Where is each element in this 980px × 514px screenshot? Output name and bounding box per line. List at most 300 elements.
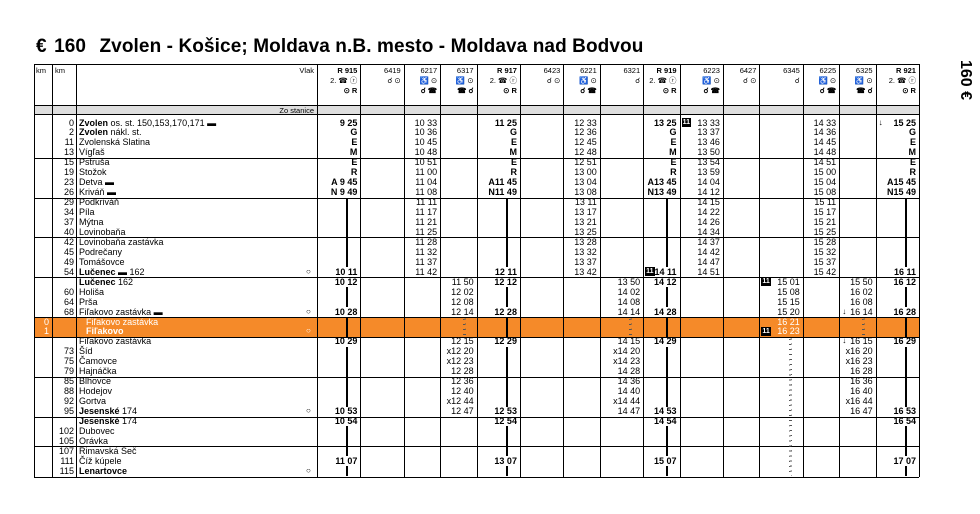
departure-time: 13 04 <box>574 177 597 188</box>
train-services: ☌ ☎ <box>819 86 837 95</box>
departure-time: 13 25 <box>574 226 597 237</box>
station-km-b: 19 <box>63 167 74 178</box>
departure-time: 17 07 <box>893 455 916 466</box>
departure-time: 14 22 <box>697 207 720 218</box>
departure-time: 16 28 <box>850 366 873 377</box>
station-km-b: 0 <box>68 117 74 128</box>
km-header: km <box>36 66 46 75</box>
column-rule <box>76 64 77 477</box>
station-note: 162 <box>115 276 134 287</box>
train-number: 6321 <box>623 66 641 75</box>
departure-time: 15 08 <box>813 187 837 198</box>
station-km-b: 49 <box>63 256 74 267</box>
rule-bottom <box>34 477 919 478</box>
departure-time: 12 51 <box>574 157 597 168</box>
departure-time: M <box>509 147 517 158</box>
column-rule <box>759 64 760 477</box>
departure-time: 11 28 <box>415 236 438 247</box>
departure-time: 12 14 <box>451 306 474 317</box>
departure-time: 15 42 <box>813 266 837 277</box>
station-name: Zvolen os. st. 150,153,170,171 ▬ <box>79 117 217 128</box>
train-services: ⊙ R <box>662 86 677 95</box>
departure-time: 15 25 <box>893 117 916 128</box>
departure-time: 12 12 <box>494 276 517 287</box>
train-services: ♿ ⊙ <box>579 76 597 85</box>
station-name: Píla <box>79 207 95 218</box>
departure-time: R <box>670 167 677 178</box>
train-number: 6223 <box>703 66 720 75</box>
departure-time: 12 11 <box>494 266 517 277</box>
departure-time: 12 47 <box>451 406 474 417</box>
departure-time: E <box>510 137 517 148</box>
departure-time: 11 37 <box>415 256 438 267</box>
arrow-icon: ↓ <box>842 306 847 316</box>
station-note: ▬ 162 <box>115 266 145 277</box>
departure-time: N15 49 <box>886 187 916 198</box>
departure-time: 13 08 <box>574 187 597 198</box>
train-number: 6423 <box>543 66 561 75</box>
departure-time: 16 11 <box>893 266 916 277</box>
station-km-b: 64 <box>63 296 74 307</box>
through-bar <box>905 466 907 476</box>
station-note: os. st. 150,153,170,171 ▬ <box>108 117 217 128</box>
station-name: Rimavská Seč <box>79 445 137 456</box>
column-rule <box>723 64 724 477</box>
departure-time: 13 00 <box>574 167 597 178</box>
departure-time: E <box>909 137 916 148</box>
train-services: ♿ ⊙ <box>818 76 837 85</box>
train-services: ⊙ R <box>503 86 517 95</box>
train-number: R 921 <box>895 66 916 75</box>
through-bar <box>905 198 907 268</box>
departure-time: 15 21 <box>813 217 837 227</box>
departure-time: 10 11 <box>335 266 358 277</box>
station-connection-circle: ○ <box>306 306 311 316</box>
station-connection-circle: ○ <box>306 465 311 475</box>
column-rule <box>919 64 920 477</box>
departure-time: 15 07 <box>654 455 677 466</box>
through-bar <box>905 426 907 456</box>
departure-time: 13 28 <box>574 236 597 247</box>
departure-time: 12 45 <box>574 137 597 148</box>
departure-time: x14 44 <box>613 396 641 407</box>
departure-time: 10 12 <box>334 276 358 287</box>
departure-time: 14 26 <box>697 217 720 227</box>
train-services: ☎ ☌ <box>856 86 873 95</box>
departure-time: 14 33 <box>813 117 837 128</box>
departure-time: N 9 49 <box>330 187 358 198</box>
train-number: 6427 <box>739 66 757 75</box>
station-name: Šíd <box>79 346 93 357</box>
departure-time: 12 48 <box>574 147 597 158</box>
train-services: 2. ☎ ⓡ <box>649 76 677 85</box>
departure-time: 16 47 <box>850 406 873 417</box>
wavy-line <box>463 317 466 337</box>
through-bar <box>506 426 508 456</box>
departure-time: 14 12 <box>654 276 677 287</box>
departure-time: 9 25 <box>339 117 358 128</box>
departure-time: 12 36 <box>451 376 474 387</box>
departure-time: 14 54 <box>654 416 677 426</box>
station-km-b: 85 <box>63 376 74 387</box>
train-services: ⊙ R <box>343 86 358 95</box>
departure-time: E <box>909 157 916 168</box>
station-km-b: 26 <box>63 187 74 198</box>
train-services: ☌ ⊙ <box>387 76 401 85</box>
departure-time: 10 33 <box>414 117 438 128</box>
departure-time: 10 51 <box>414 157 438 168</box>
through-bar <box>905 287 907 307</box>
departure-time: 13 54 <box>697 157 720 168</box>
station-km-b: 34 <box>63 207 74 218</box>
side-line-label: 160 € <box>957 60 974 101</box>
through-bar <box>346 347 348 407</box>
departure-time: 14 37 <box>697 236 720 247</box>
departure-time: 14 28 <box>617 366 641 377</box>
arrow-icon: ↓ <box>878 117 883 127</box>
departure-time: x14 20 <box>613 346 641 357</box>
page-title <box>36 36 643 58</box>
station-km-b: 73 <box>63 346 74 357</box>
through-bar <box>346 466 348 476</box>
through-bar <box>506 317 508 337</box>
train-services: ☌ <box>635 76 641 85</box>
departure-time: 15 01 <box>777 276 800 287</box>
station-note: ▬ <box>102 177 115 188</box>
departure-time: A15 45 <box>886 177 916 188</box>
departure-time: 14 36 <box>617 376 641 387</box>
departure-time: 15 20 <box>777 306 800 317</box>
departure-time: R <box>350 167 358 178</box>
through-bar <box>506 287 508 307</box>
departure-time: x16 20 <box>845 346 873 357</box>
departure-time: 11 32 <box>415 246 438 257</box>
station-name: Zvolenská Slatina <box>79 137 151 148</box>
departure-time: G <box>350 127 358 138</box>
station-km-b: 40 <box>63 226 74 237</box>
departure-time: 16 53 <box>893 406 916 417</box>
departure-time: 14 51 <box>697 266 720 277</box>
departure-time: 16 40 <box>850 386 873 397</box>
departure-time: 16 15 <box>850 336 873 347</box>
train-services: ☎ ☌ <box>457 86 474 95</box>
departure-time: 13 42 <box>574 266 597 277</box>
station-km-b: 60 <box>63 286 74 297</box>
station-name: Lučenec 162 <box>79 276 134 287</box>
departure-time: E <box>670 137 677 148</box>
line-number: 160 <box>54 36 87 57</box>
departure-time: 12 36 <box>574 127 597 138</box>
train-number: 6325 <box>855 66 873 75</box>
departure-time: 13 07 <box>494 455 517 466</box>
train-services: 2. ☎ ⓡ <box>330 76 358 85</box>
timetable-table <box>34 64 919 484</box>
train-number: R 919 <box>656 66 677 75</box>
departure-time: 15 25 <box>813 226 837 237</box>
station-name: Fiľakovo zastávka ▬ <box>79 306 163 317</box>
through-bar <box>346 287 348 307</box>
departure-time: 15 32 <box>813 246 837 257</box>
departure-time: A11 45 <box>488 177 517 188</box>
station-name: Jesenské 174 <box>79 416 138 426</box>
station-name: Pstruša <box>79 157 110 168</box>
station-km-b: 95 <box>63 406 74 417</box>
station-name: Gortva <box>79 396 107 407</box>
station-name: Dubovec <box>79 425 115 436</box>
station-name: Blhovce <box>79 376 112 387</box>
departure-time: 12 08 <box>451 296 474 307</box>
departure-time: E <box>670 157 677 168</box>
station-name: Lenartovce <box>79 465 128 476</box>
station-km-b: 45 <box>63 246 74 257</box>
departure-time: 12 40 <box>451 386 474 397</box>
train-services: ♿ ⊙ <box>455 76 474 85</box>
vlak-header: Vlak <box>299 66 314 75</box>
departure-time: G <box>908 127 916 138</box>
train-services: ♿ ⊙ <box>702 76 720 85</box>
column-rule <box>360 64 361 477</box>
departure-time: 12 54 <box>494 416 517 426</box>
station-name: Holiša <box>79 286 105 297</box>
departure-time: 13 50 <box>617 276 641 287</box>
departure-time: 16 23 <box>777 326 800 337</box>
departure-time: 10 48 <box>414 147 438 158</box>
departure-time: 12 29 <box>494 336 517 347</box>
train-number-badge: 11 <box>762 278 770 286</box>
station-note: 174 <box>119 406 138 417</box>
departure-time: 11 42 <box>415 266 438 277</box>
station-km-b: 54 <box>63 266 74 277</box>
departure-time: 16 36 <box>850 376 873 387</box>
station-km-b: 107 <box>58 445 74 456</box>
departure-time: E <box>351 137 358 148</box>
departure-time: 13 11 <box>574 197 597 208</box>
through-bar <box>346 198 348 268</box>
station-connection-circle: ○ <box>306 326 311 336</box>
through-bar <box>666 198 668 268</box>
route-name: Zvolen - Košice; Moldava n.B. mesto - Moldava nad Bodvou <box>99 36 644 57</box>
train-services: 2. ☎ ⓡ <box>888 76 916 85</box>
departure-time: 11 00 <box>415 167 438 178</box>
departure-time: 15 17 <box>813 207 837 218</box>
departure-time: A13 45 <box>647 177 677 188</box>
train-number-badge: 11 <box>682 119 690 126</box>
station-connection-circle: ○ <box>306 266 311 276</box>
station-km-b: 13 <box>63 147 74 158</box>
departure-time: 12 53 <box>494 406 517 417</box>
departure-time: 14 48 <box>813 147 837 158</box>
departure-time: 12 15 <box>451 336 474 347</box>
departure-time: 13 37 <box>574 256 597 267</box>
train-number: 6317 <box>456 66 474 75</box>
station-km-b: 42 <box>63 236 74 247</box>
station-km-b: 68 <box>63 306 74 317</box>
departure-time: 11 07 <box>335 455 358 466</box>
train-services: ☌ ☎ <box>580 86 597 95</box>
km-header: km <box>55 66 65 75</box>
train-number: 6419 <box>384 66 401 75</box>
departure-time: 15 11 <box>814 197 837 208</box>
departure-time: 11 17 <box>415 207 438 218</box>
departure-time: M <box>669 147 677 158</box>
departure-time: 12 28 <box>451 366 474 377</box>
through-bar <box>506 198 508 268</box>
departure-time: 11 21 <box>415 217 438 227</box>
through-bar <box>506 347 508 407</box>
station-name: Podrečany <box>79 246 123 257</box>
departure-time: E <box>351 157 358 168</box>
departure-time: M <box>349 147 358 158</box>
column-rule <box>520 64 521 477</box>
departure-time: 14 02 <box>617 286 641 297</box>
departure-time: x12 44 <box>446 396 474 407</box>
station-name: Hajnáčka <box>79 366 117 377</box>
departure-time: 10 28 <box>334 306 358 317</box>
train-number-badge: 11 <box>646 268 654 276</box>
departure-time: 14 47 <box>617 406 641 417</box>
departure-time: N13 49 <box>647 187 677 198</box>
wavy-line <box>789 337 792 476</box>
station-km-b: 92 <box>63 396 74 407</box>
through-bar <box>905 347 907 407</box>
departure-time: R <box>510 167 517 178</box>
departure-time: 16 21 <box>777 316 800 327</box>
station-name: Mýtna <box>79 217 104 227</box>
departure-time: 15 08 <box>777 286 800 297</box>
departure-time: 15 04 <box>813 177 837 188</box>
station-name: Lučenec ▬ 162 <box>79 266 145 277</box>
departure-time: 14 47 <box>697 256 720 267</box>
departure-time: 10 54 <box>334 416 358 426</box>
station-km-b: 75 <box>63 356 74 367</box>
departure-time: R <box>909 167 916 178</box>
through-bar <box>666 466 668 476</box>
departure-time: 13 46 <box>697 137 720 148</box>
train-services: 2. ☎ ⓡ <box>489 76 517 85</box>
departure-time: 14 51 <box>813 157 837 168</box>
departure-time: 14 40 <box>617 386 641 397</box>
through-bar <box>346 426 348 456</box>
station-name: Stožok <box>79 167 107 178</box>
station-km-a: 1 <box>43 326 49 337</box>
station-name: Detva ▬ <box>79 177 115 188</box>
departure-time: x16 44 <box>845 396 873 407</box>
train-number: 6345 <box>783 66 800 75</box>
wavy-line <box>629 317 632 337</box>
train-number-badge: 11 <box>762 327 770 335</box>
departure-time: 14 14 <box>617 306 641 317</box>
departure-time: 16 54 <box>893 416 916 426</box>
departure-time: 14 12 <box>697 187 720 198</box>
departure-time: M <box>908 147 916 158</box>
departure-time: 14 34 <box>697 226 720 237</box>
station-name: Hodejov <box>79 386 113 397</box>
arrow-icon: ↓ <box>842 336 847 346</box>
train-number: R 915 <box>337 66 358 75</box>
departure-time: 14 08 <box>617 296 641 307</box>
train-number: R 917 <box>496 66 517 75</box>
departure-time: 16 28 <box>893 306 916 317</box>
departure-time: 11 50 <box>451 276 474 287</box>
departure-time: 14 29 <box>654 336 677 347</box>
station-km-b: 29 <box>63 197 74 208</box>
departure-time: 16 08 <box>850 296 873 307</box>
station-note: ▬ <box>151 306 163 317</box>
station-km-b: 37 <box>63 217 74 227</box>
train-number: 6225 <box>819 66 837 75</box>
station-name: Lovinobaňa <box>79 226 126 237</box>
departure-time: 11 04 <box>415 177 438 188</box>
departure-time: 14 04 <box>697 177 720 188</box>
departure-time: 14 45 <box>813 137 837 148</box>
departure-time: 14 15 <box>617 336 641 347</box>
station-note: 174 <box>119 416 138 426</box>
euro-icon: € <box>36 36 47 57</box>
departure-time: x14 23 <box>613 356 641 367</box>
departure-time: 13 32 <box>574 246 597 257</box>
departure-time: 13 50 <box>697 147 720 158</box>
departure-time: 10 36 <box>414 127 438 138</box>
station-name: Vígľaš <box>79 147 105 158</box>
departure-time: 15 37 <box>813 256 837 267</box>
departure-time: 14 15 <box>697 197 720 208</box>
train-number: 6217 <box>420 66 438 75</box>
through-bar <box>905 317 907 337</box>
wavy-line <box>862 317 865 337</box>
departure-time: 15 00 <box>813 167 837 178</box>
departure-time: 10 53 <box>334 406 358 417</box>
station-km-b: 23 <box>63 177 74 188</box>
station-km-b: 2 <box>68 127 74 138</box>
departure-time: 15 50 <box>850 276 873 287</box>
departure-time: 13 17 <box>574 207 597 218</box>
departure-time: 13 33 <box>697 117 720 128</box>
station-km-b: 15 <box>63 157 74 168</box>
train-number: 6221 <box>580 66 597 75</box>
station-name: Lovinobaňa zastávka <box>79 236 164 247</box>
departure-time: 12 28 <box>494 306 517 317</box>
zo-stanice-label: Zo stanice <box>279 106 314 115</box>
train-services: ☌ ☎ <box>420 86 438 95</box>
departure-time: 13 37 <box>697 127 720 138</box>
departure-time: 16 02 <box>850 286 873 297</box>
train-services: ☌ <box>794 76 800 85</box>
departure-time: x16 23 <box>845 356 873 367</box>
station-km-b: 105 <box>58 435 74 446</box>
departure-time: x12 23 <box>446 356 474 367</box>
train-services: ☌ ⊙ <box>742 76 757 85</box>
train-services: ♿ ⊙ <box>419 76 438 85</box>
departure-time: A 9 45 <box>331 177 358 188</box>
departure-time: 10 29 <box>334 336 358 347</box>
through-bar <box>666 426 668 456</box>
station-name: Orávka <box>79 435 109 446</box>
through-bar <box>346 317 348 337</box>
station-km-b: 79 <box>63 366 74 377</box>
departure-time: 16 12 <box>893 276 916 287</box>
station-name: Tomášovce <box>79 256 125 267</box>
departure-time: 15 15 <box>777 296 800 307</box>
departure-time: 14 53 <box>654 406 677 417</box>
through-bar <box>666 347 668 407</box>
station-km-b: 88 <box>63 386 74 397</box>
station-name: Fiľakovo zastávka <box>79 336 152 347</box>
departure-time: x12 20 <box>446 346 474 357</box>
train-services: ☌ ⊙ <box>546 76 561 85</box>
station-name: Prša <box>79 296 98 307</box>
column-rule <box>52 64 53 477</box>
station-name: Kriváň ▬ <box>79 187 117 198</box>
